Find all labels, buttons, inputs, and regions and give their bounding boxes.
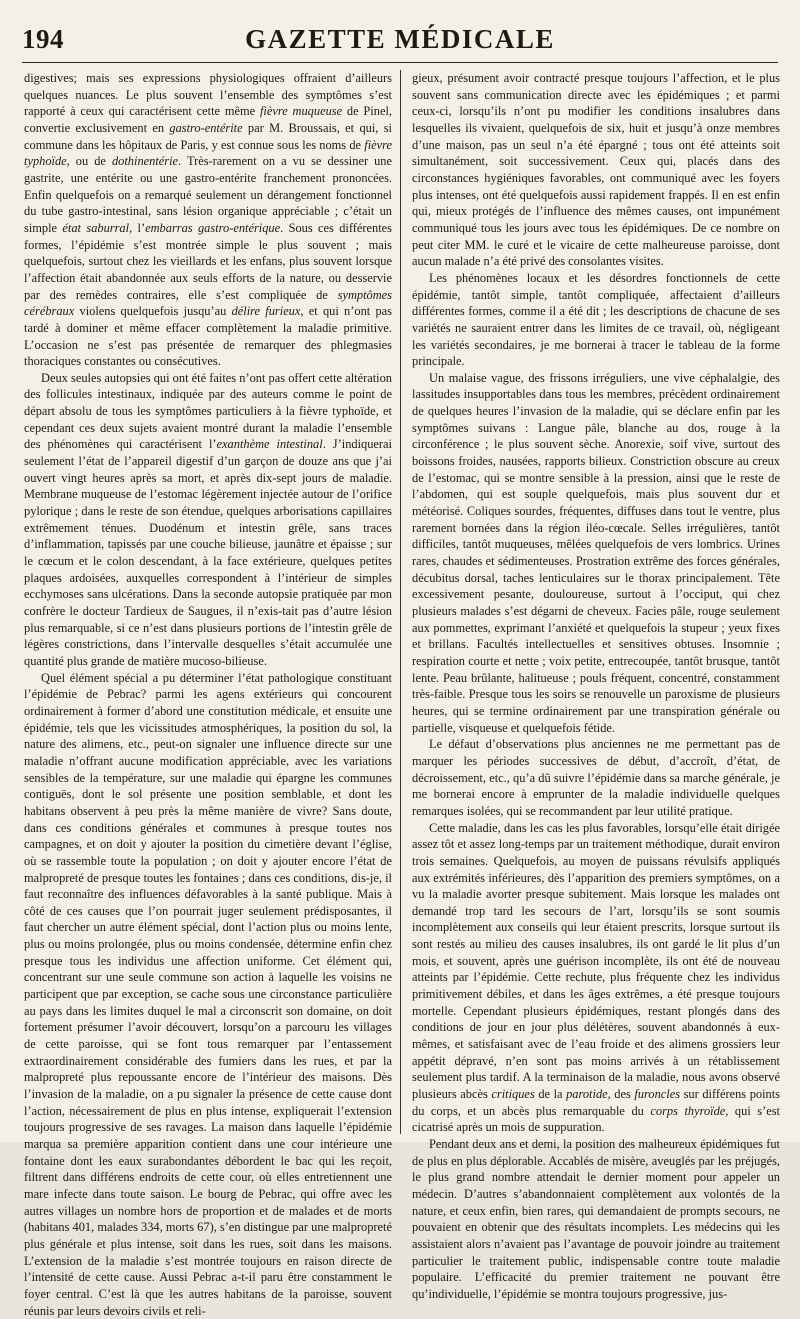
italic-term: dothinentérie — [111, 154, 179, 169]
text-run: gieux, présument avoir contracté presque toujours l’affection, et le plus souvent sans communication directe avec les épidémiques ; et parmi ceux-ci, lorsqu’ils n’ont pu modifier les conditions insalubres dans lesquelles ils vivaient, quelquefois de six, huit et jusqu’à onze membres d’une maison, pas un seul n’a été épargné ; tous ont été atteints soit simultanément, soit successivement. Ceux qui, placés dans des circonstances hygiéniques favorables, ont communiqué avec les foyers plus intenses, ont été quelquefois aussi rapidement frappés. Il en est enfin qui, mieux protégés de l’influence des mêmes causes, ont impunément communiqué tous les jours avec tous les épidémiques. De ce nombre on peut citer MM. le curé et le vicaire de cette malheureuse paroisse, dont aucun malade n’a été privé des consolantes visites. — [412, 71, 780, 269]
text-run: Un malaise vague, des frissons irréguliers, une vive céphalalgie, des lassitudes insupportables dans tous les membres, précèdent ordinairement de quelques heures l’invasion de la maladie, qui se déclare enfin par les symptômes suivans : Langue pâle, blanche au dos, rouge à la circonférence ; le plus souvent sèche. Anorexie, soif vive, surtout des boissons froides, nausées, rapports bilieux. Constriction obscure au creux de l’estomac, qui se montre sensible à la pression, ainsi que le reste de l’abdomen, qui est souple quelquefois, mais plus souvent dur et météorisé. Coliques sourdes, fréquentes, diffuses dans tout le ventre, plus rarement bornées dans la région iléo-cœcale. Selles irrégulières, tantôt difficiles, tantôt muqueuses, mêlées quelquefois de vers lombrics. Urines rares, chaudes et sédimenteuses. Prostration extrême des forces générales, décubitus dorsal, taches lenticulaires sur le thorax principalement. Tête excessivement pesante, douloureuse, surtout à l’occiput, qui chez plusieurs malades s’est dégarni de cheveux. Facies pâle, rouge seulement aux pommettes, exprimant l’anxiété et quelquefois la stupeur ; yeux fixes et brillans. Facultés intellectuelles et sensitives obtuses. Insomnie ; respiration courte et nette ; voix petite, entrecoupée, tantôt brusque, tantôt lente. Peau brûlante, halitueuse ; pouls fréquent, concentré, constamment très-faible. Presque tous les soirs se renouvelle un paroxisme de plusieurs heures, qui se termine ordinairement par une transpiration générale ou partielle, visqueuse et quelquefois fétide. — [412, 370, 780, 735]
text-run: sur différens points du corps, et un abcès plus remarquable du — [412, 1087, 780, 1118]
italic-term: corps thyroïde — [650, 1103, 726, 1118]
text-run: . Très-rarement on a vu se dessiner une gastrite, une entérite ou une gastro-entérite franchement prononcées. Enfin quelquefois on a remarqué seulement un dérangement fonctionnel du tube gastro-intestinal, sans lésion organique appréciable ; c’était un simple — [24, 154, 392, 235]
left-column — [24, 70, 392, 1318]
paragraph — [412, 736, 780, 819]
text-run: , ou de — [66, 154, 112, 169]
paragraph — [24, 370, 392, 670]
italic-term: fièvre typhoïde — [24, 137, 392, 169]
text-run: Les phénomènes locaux et les désordres fonctionnels de cette épidémie, tantôt simple, tantôt compliquée, affectaient d’ailleurs différentes formes, comme il a été dit ; les descriptions de chacune de ses variétés ne sauraient entrer dans les limites de ce travail, où, négligeant les variétés secondaires, je me bornerai à tracer le tableau de la forme principale. — [412, 270, 780, 369]
italic-term: critiques — [491, 1087, 535, 1102]
text-run: de Pinel, convertie exclusivement en — [24, 104, 392, 135]
text-run: , et qui n’ont pas tardé à dominer et même effacer complètement la maladie primitive. L’occasion ne s’est pas présentée de remarquer des phlegmasies thoraciques constantes ou consécutives. — [24, 304, 392, 369]
text-run: , qui s’est cicatrisé après un mois de suppuration. — [412, 1103, 781, 1135]
journal-title: GAZETTE MÉDICALE — [245, 24, 555, 54]
text-run: Quel élément spécial a pu déterminer l’état pathologique constituant l’épidémie de Pebrac? parmi les agens extérieurs qui concourent ordinairement à former d’abord une constitution médicale, et ensuite une épidémie, tels que les vicissitudes atmosphériques, la position du sol, la nature des alimens, etc., peut-on signaler une influence directe sur une maladie n’offrant aucune modification appréciable, avec les variations sensibles de la température, sur une maladie qui épargne les communes contiguës, dont le sol présente une position semblable, et dont les habitans observent à peu près la même manière de vivre? Sans doute, dans ces conditions générales et communes à presque toutes nos campagnes, et on doit y ajouter la position du cimetière devant l’église, où se rassemble toute la population ; on doit y ajouter encore l’état de malpropreté de presque toutes les fontaines ; dans ces conditions, dis-je, il faut reconnaître des influences défavorables à la santé publique. Mais à côté de ces causes que l’on pourrait juger seulement prédisposantes, il faut chercher un autre élément spécial, dont l’action plus ou moins lente, plus ou moins prolongée, plus ou moins condensée, détermine enfin chez presque tous les individus une affection uniforme. Cet élément qui, concentrant sur une seule commune son action à laquelle les voisins ne participent que par exception, se cache sous une circonstance particulière au pays dans les limites duquel le mal a circonscrit son domaine, on doit fortement présumer l’avoir découvert, lorsqu’on a parcouru les villages de cette paroisse, qui se font tous remarquer par l’entassement extraordinairement considérable des fumiers dans les rues, et par la malpropreté plus repoussante encore de l’intérieur des maisons. Dès l’invasion de la maladie, on a pu signaler la présence de cette cause dont l’action, nécessairement de plus en plus intense, expliquerait l’extension toujours progressive de ses ravages. La maison dans laquelle l’épidémie marqua sa première apparition contient dans une cour intérieure une fontaine dont les eaux surabondantes débordent le bac qui les reçoit, filtrent dans différens endroits de cette cour, où elles entretiennent une mare infecte dans toute saison. Le bourg de Pebrac, qui offre avec les autres villages un nombre hors de proportion et de malades et de morts (habitans 401, malades 334, morts 67), s’en distingue par une malpropreté plus générale et plus intense, soit dans les rues, soit dans les maisons. L’extension de la maladie s’est montrée toujours en raison directe de l’intensité de cette cause. Aussi Pebrac a-t-il paru être constamment le foyer central. C’est là que les autres habitans de la paroisse, souvent réunis par leurs devoirs civils et reli- — [24, 670, 392, 1318]
paragraph — [24, 670, 392, 1319]
text-run: digestives; mais ses expressions physiologiques offraient d’ailleurs quelques nuances. Le plus souvent l’ensemble des symptômes s’est rapporté à ceux qui caractérisent cette même — [24, 71, 392, 119]
text-run: de la — [534, 1087, 567, 1102]
text-run: violens quelquefois jusqu’au — [74, 304, 232, 319]
text-run: Pendant deux ans et demi, la position des malheureux épidémiques fut de plus en plus déplorable. Accablés de misère, aveuglés par les préjugés, le plus grand nombre attendait le dernier moment pour appeler un médecin. D’autres s’abandonnaient complètement aux volontés de la nature, et ceux enfin, bien rares, qui demandaient de prompts secours, ne pouvaient en obtenir que des résultats incomplets. Les médecins qui les assistaient alors n’avaient pas l’avantage de pouvoir joindre au traitement particulier le traitement public, indispensable contre toute maladie populaire. L’efficacité du premier traitement ne pouvant être qu’individuelle, l’épidémie se montra toujours progressive, jus- — [412, 1137, 780, 1301]
text-run: , des — [607, 1087, 635, 1102]
text-run: Deux seules autopsies qui ont été faites n’ont pas offert cette altération des follicules intestinaux, indiquée par des auteurs comme le point de départ absolu de tous les symptômes particuliers à la fièvre typhoïde, et cependant ces deux sujets avaient montré durant la maladie l’ensemble des phénomènes qui caractérisent l’ — [24, 370, 392, 452]
page-header — [22, 22, 778, 63]
text-run: . J’indiquerai seulement l’état de l’appareil digestif d’un garçon de douze ans que j’ai ouvert vingt heures après sa mort, et après dix-sept jours de maladie. Membrane muqueuse de l’estomac légèrement injectée autour de l’orifice pylorique ; dans le reste de son étendue, quelques arborisations capillaires extrêmement ténues. Duodénum et intestin grêle, sans traces d’inflammation, tapissés par une couche bilieuse, jaunâtre et épaisse ; sur le cœcum et le colon descendant, à la face extérieure, quelques petites plaques ardoisées, auxquelles correspondent à l’intérieur de simples ecchymoses sans ulcérations. Dans la seconde autopsie pratiquée par mon confrère le docteur Tardieux de Saugues, il n’exis-tait pas d’autre lésion plus remarquable, si ce n’est dans plusieurs portions de l’intestin grêle de légères constrictions, dans l’intervalle desquelles s’était accumulée une quantité plus grande de matière mucoso-bilieuse. — [24, 437, 392, 668]
italic-term: furoncles — [634, 1087, 681, 1102]
paragraph — [412, 1136, 780, 1303]
page-number: 194 — [22, 24, 64, 54]
paragraph — [412, 270, 780, 370]
text-run: par M. Broussais, et qui, si commune dans les hôpitaux de Paris, y est connue sous les noms de — [24, 120, 392, 152]
italic-term: fièvre muqueuse — [259, 104, 343, 119]
text-run: . Sous ces différentes formes, l’épidémie s’est montrée simple le plus souvent ; mais quelquefois, surtout chez les vieillards et les enfans, plus souvent lorsque l’affection était abandonnée aux seuls efforts de la nature, ou desservie par des remèdes contraires, elle s’est compliquée de — [24, 220, 392, 302]
italic-term: symptômes cérébraux — [24, 287, 392, 319]
paragraph — [412, 820, 780, 1136]
italic-term: délire furieux — [231, 304, 301, 319]
italic-term: gastro-entérite — [169, 120, 243, 135]
italic-term: parotide — [566, 1087, 608, 1102]
italic-term: état saburral — [62, 220, 130, 235]
paragraph — [24, 70, 392, 370]
paragraph — [412, 370, 780, 736]
column-divider — [400, 70, 401, 1134]
text-run: Cette maladie, dans les cas les plus favorables, lorsqu’elle était dirigée assez tôt et assez long-temps par un traitement méthodique, durait environ trois semaines. Quelquefois, au moyen de puissans révulsifs appliqués aux extrémités inférieures, dès l’apparition des premiers symptômes, on a vu la maladie avorter presque subitement. Mais lorsque les malades ont demandé trop tard les secours de l’art, lorsqu’ils se sont soumis incomplètement aux conseils qui leur étaient prescrits, lorsque surtout ils sont restés au milieu des causes insalubres, ils ont gardé le lit plus d’un mois, et souvent, après une guérison incomplète, ils ont été de nouveau atteints par l’épidémie. Cette rechute, plus fréquente chez les individus primitivement débiles, et dans les âges extrêmes, a été presque toujours mortelle. Cependant plusieurs épidémiques, restant plongés dans des conditions de jour en jour plus délétères, souvent abandonnés à eux-mêmes, et satisfaisant avec de l’eau froide et des alimens grossiers leur appétit dépravé, n’en sont pas moins arrivés à un rétablissement seulement plus tardif. A la terminaison de la maladie, nous avons observé plusieurs abcès — [412, 820, 780, 1102]
paragraph — [412, 70, 780, 270]
text-run: Le défaut d’observations plus anciennes ne me permettant pas de marquer les périodes successives de début, d’accroît, d’état, de décroissement, etc., qu’a dû suivre l’épidémie dans sa marche générale, je me bornerai encore à emprunter de la maladie individuelle quelques remarques isolées, qui se recommandent par leur utilité pratique. — [412, 737, 780, 818]
right-column — [412, 70, 781, 1301]
text-run: , l’ — [129, 220, 146, 235]
italic-term: embarras gastro-entérique — [145, 220, 281, 235]
italic-term: exanthème intestinal — [216, 437, 323, 452]
